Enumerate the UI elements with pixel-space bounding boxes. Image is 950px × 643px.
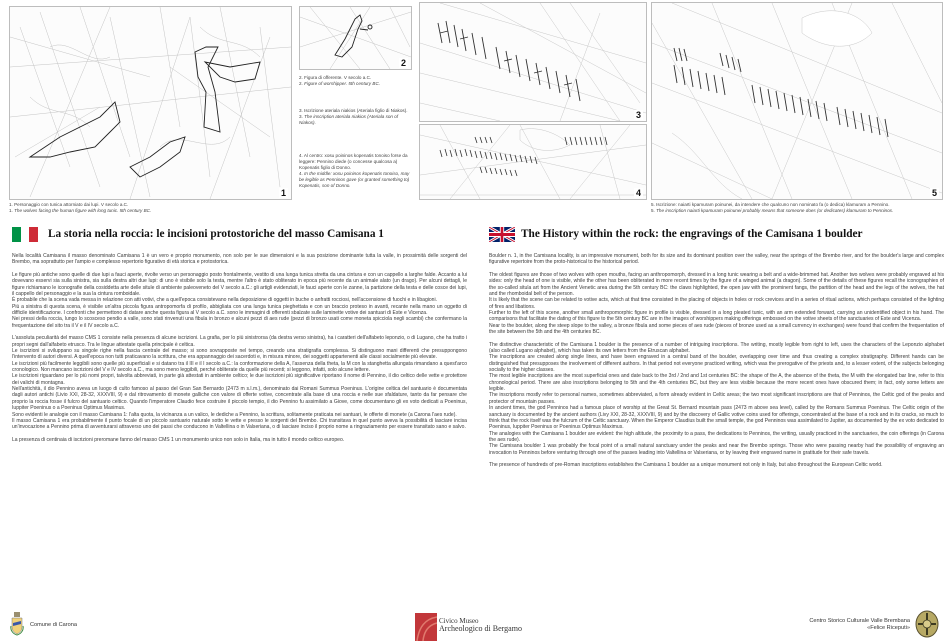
italian-paragraph: Nella località Camisana il masso denominato Camisana 1 è un vero e proprio monumento, non solo per le sue dimensioni e la sua posizione dominante tutta la valle, in prossimità delle sorgenti del Brembo, ma soprattutto per l'ampio e complesso repertorio figurativo di età storica e protostorica.	[12, 253, 467, 266]
italian-body-text	[12, 253, 467, 449]
flag-stripe-red	[29, 227, 38, 242]
figure-panel-inscription-ateriala	[419, 2, 647, 122]
italian-paragraph: L'assoluta peculiarità del masso CMS 1 consiste nella presenza di alcune iscrizioni. La grafia, per lo più sinistrorsa (da destra verso sinistra), ha i caratteri dell'alfabeto leponzio, o di Lugano, che ha tratto i propri segni dall'alfabeto etrusco. Tra le lingue attestate quella principale è celtica. Le iscrizioni si sviluppano su singole righe nella fascia centrale del masso; si sono sovrapposte nel tempo, creando una stratigrafia complessa. Si distinguono mani differenti che presuppongono l'intervento di autori diversi. A quell'epoca non tutti praticavano la scrittura, che era appannaggio dei sacerdoti e, in misura minore, dei soggetti appartenenti alle classi socialmente più elevate. Le iscrizioni più facilmente leggibili sono quelle più superficiali e si datano tra il III e il I secolo a.C.: la conformazione della A, l'assenza della theta, la M con la stanghetta allungata rimandano a quest'arco cronologico. Non mancano iscrizioni del V e IV secolo a.C., ma sono meno leggibili, perché obliterate da quelle più recenti; si leggono, infatti, solo alcune lettere. Le iscrizioni riguardano per lo più nomi propri, talvolta abbreviati, in parte già attestati in ambiente celtico; le due iscrizioni più significative riportano il nome di Pennino, il dio celtico delle vette e protettore dei valichi di montagna. Nell'antichità, il dio Pennino aveva un luogo di culto famoso al passo del Gran San Bernardo (2473 m s.l.m.), denominato dai Romani Summus Poeninus. L'origine celtica del santuario è documentata dagli autori antichi (Livio XXI, 28-32, XXXVIII, 9) e dal ritrovamento di monete galliche con valore di offerte votive, concentrate alla base di una roccia e nelle sue sfaldature, tanto da far pensare che proprio la roccia fosse il fulcro del santuario celtico. Quando l'imperatore Claudio fece costruire il piccolo tempio, il dio Pennino fu assimilato a Giove, come documentano gli ex voto dedicati a Poeninus, Iuppiter Poeninus o a Poeninus Optimus Maximus. Sono evidenti le analogie con il masso Camisana 1: l'alta quota, la vicinanza a un valico, le dediche a Pennino, la scrittura, solitamente praticata nei santuari, le offerte di monete (a Carona l'aes rude). Il masso Camisana 1 era probabilmente il punto focale di un piccolo santuario naturale sotto le vette e presso le sorgenti del Brembo. Chi transitava in quel punto aveva la possibilità di lasciare incisa un'invocazione a Pennino prima di avventurarsi attraverso uno dei passi che conducono in Valtellina o in Valseriana, o di lasciare inciso il proprio nome a ringraziamento per essere transitato sano e salvo.	[12, 335, 467, 431]
figure-panel-inscription-naiarti	[651, 2, 943, 200]
english-section-title: The History within the rock: the engravings of the Camisana 1 boulder	[521, 228, 863, 240]
english-paragraph: The presence of hundreds of pre-Roman inscriptions establishes the Camisana 1 boulder as a unique monument not only in Italy, but also throughout the European Celtic world.	[489, 462, 883, 469]
rock-engraving-inscription-4-drawing	[420, 125, 646, 199]
carona-coat-of-arms-icon	[10, 612, 24, 636]
rock-engraving-wolves-drawing	[10, 7, 291, 199]
rock-engraving-inscription-5-drawing	[652, 3, 942, 199]
english-paragraph: Boulder n. 1, in the Camisana locality, is an impressive monument, both for its size and its dominant position over the valley, near the springs of the Brembo river, and for the boulder's large and complex figurative repertoire from the proto-historical to the historical period.	[489, 253, 944, 266]
centro-storico-emblem-icon	[915, 610, 939, 638]
italian-section-title: La storia nella roccia: le incisioni protostoriche del masso Camisana 1	[48, 228, 384, 240]
figure-panel-inscription-poininos	[419, 124, 647, 200]
panel-number: 4	[635, 188, 641, 198]
english-paragraph: The oldest figures are those of two wolves with open mouths, facing an anthropomorph, dressed in a long tunic wearing a belt and a wide-brimmed hat. Another two wolves were probably engraved at his sides: only the head of one is visible, while the other has been obliterated in more recent times by the figure of a winged animal (a dragon). Some of the details of these figures recall the iconographies of the so-called situla art from the Ancient Venetic area during the 5th century BC: the claws highlighted, the open jaw with the prominent fangs, the partition of the head and the legs of the wolves, the hat and the rhomboidal belt of the person. It is likely that the scene can be related to votive acts, which at that time consisted in the placing of objects in holes or rock crevices and in a series of ritual actions, which perhaps consisted of the lighting of fires and libations. Further to the left of this scene, another small anthropomorphic figure in profile is visible, dressed in a long pleated tunic, with an arm extended forward, carrying an unidentified object in his hand. The comparisons that facilitate the dating of this figure to the 5th century BC are in the images of worshippers making offerings embossed on the votive sheets of the sanctuaries of Este and Vicenza. Near to the boulder, along the steep slope to the valley, a bronze fibula and some pieces of aes rude (pieces of bronze used as a small currency in exchanges) were found that confirm the frequentation of the site between the 5th and the 4th centuries BC.	[489, 271, 944, 336]
rock-engraving-worshipper-drawing	[300, 7, 411, 69]
english-paragraph: The distinctive characteristic of the Camisana 1 boulder is the presence of a number of intriguing inscriptions. The writing, mostly legible from right to left, uses the characters of the Leponzio alphabet (also called Lugano alphabet), which has taken its own letters from the Etruscan alphabet. The inscriptions are created along single lines, and have been engraved in a central band of the boulder, overlapping over time and thus creating a complex stratigraphy. Different hands can be distinguished that presupposes the involvement of different authors. In that period not everyone practiced writing, which was the prerogative of the priests and, to a lesser extent, of the subjects belonging socially to the higher classes. The most legible inscriptions are the most superficial ones and date back to the 3rd / 2nd and 1st centuries BC: the shape of the A, the absence of the theta, the M with the elongated bar line, refer to this chronological period. There are also inscriptions belonging to 5th and the 4th centuries BC, but they are less visible because the more recent ones have obscured them; in fact, only some letters are legible. The inscriptions mostly refer to personal names, sometimes abbreviated, a form already evident in Celtic areas; the two most significant inscriptions are that of Penninos, the Celtic god of the peaks and protector of mountain passes. In ancient times, the god Penninos had a famous place of worship at the Great St. Bernard mountain pass (2473 m above sea level), called by the Romans Summus Poeninus. The Celtic origin of the sanctuary is documented by the ancient authors (Livy XXI, 28-32, XXXVIII, 9) and by the discovery of Gallic votive coins used for offerings, concentrated at the base of a rock and in its cracks, so much to think that the rock itself was the fulcrum of the Celtic sanctuary. When the Emperor Claudius built the small temple, the god Penninos was assimilated to Jupiter, as documented by the ex voto dedicated to Poeninus, Iuppiter Poeninus or Poeninus Optimus Maximus. The analogies with the Camisana 1 boulder are evident: the high altitude, the proximity to a pass, the dedications to Penninos, the writing, usually practiced in the sanctuaries, the coin offerings (in Carona the aes rude). The Camisana boulder 1 was probably the focal point of a small natural sanctuary under the peaks and near the Brembo springs. Those who were passing nearby had the possibility of engraving an invocation to Penninos before venturing through one of the passes leading into Valtellina or Valseriana, or by leaving their engraved name in gratitude for their safe travels.	[489, 341, 944, 456]
centro-storico-logo-text: Centro Storico Culturale Valle Brembana «Felice Riceputi»	[809, 618, 910, 631]
english-body-text	[489, 253, 944, 475]
caption-panel-3: 3. Iscrizione ateriala niakios (Ateriala figlio di Niakos). 3. The inscription ateriala niakios (Ateriala son of Niakos).	[299, 108, 408, 125]
panel-number: 2	[400, 58, 406, 68]
museum-logo-icon	[415, 613, 437, 641]
panel-number: 5	[931, 188, 937, 198]
italian-paragraph: La presenza di centinaia di iscrizioni preromane fanno del masso CMS 1 un monumento unico non solo in Italia, ma in tutto il mondo celtico europeo.	[12, 436, 345, 443]
caption-panel-5: 5. Iscrizione: naiarti kpamuram poinunei, da intendere che qualcuno non nominato fa (o dedica) klamuram a Pennino. 5. The inscription naiarti kpamuram poinunei probably means that someone does (or dedicates) klamuram to Penninos.	[651, 202, 894, 213]
museum-logo-text: Civico Museo Archeologico di Bergamo	[439, 617, 522, 633]
caption-panel-4: 4. Al centro: xosu poininos kopenatis tonoiso forse da leggere: Pennino diede (o concesse qualcosa a) Kopenatis figlio di Donno. 4. In the middle: xosu poininos kopenatis tonoiso, may be legible as Penninos gave (or granted something to) Kopenatis, son of Donno.	[299, 153, 410, 188]
carona-logo-text: Comune di Carona	[30, 622, 77, 628]
italian-flag-icon	[12, 227, 38, 242]
figure-panel-wolves	[9, 6, 292, 200]
rock-engraving-inscription-3-drawing	[420, 3, 646, 121]
caption-panel-1: 1. Personaggio con tunica attorniato dai lupi. V secolo a.C. 1. The wolves facing the human figure with long tunic. 5th century BC.	[9, 202, 152, 213]
figure-panel-worshipper	[299, 6, 412, 70]
panel-number: 3	[635, 110, 641, 120]
panel-number: 1	[280, 188, 286, 198]
flag-stripe-white	[21, 227, 30, 242]
caption-panel-2: 2. Figura di offerente. V secolo a.C. 2. Figure of worshipper. 5th century BC.	[299, 75, 381, 86]
flag-stripe-green	[12, 227, 21, 242]
italian-paragraph: Le figure più antiche sono quelle di due lupi a fauci aperte, rivolte verso un personaggio posto frontalmente, vestito di una lunga tunica stretta da una cintura e con un cappello a larghe falde. Accanto a lui dovevano esservi sia sulla sinistra, sia sulla destra altri due lupi: di uno è visibile solo la testa, mentre l'altro è stato obliterato in epoca più recente da un animale alato (un drago). Per alcuni dettagli, le figure richiamano le iconografie della cosiddetta arte delle situle di ambiente paleoveneto del V secolo a.C.: gli artigli evidenziati, le fauci aperte con le zanne, la partizione della testa e delle cosce dei lupi, il cappello del personaggio e la sua la cintura romboidale. È probabile che la scena vada messa in relazione con atti votivi, che a quell'epoca consistevano nella deposizione di oggetti in buche o anfratti rocciosi, nell'accensione di fuochi e in libagioni. Più a sinistra di questa scena, è visibile un'altra piccola figura antropomorfa di profilo, abbigliata con una lunga tunica pieghettata e con un braccio proteso in avanti, recante nella mano un oggetto di difficile identificazione. I confronti che permettono di datare anche questa figura al V secolo a.C. sono le immagini di offerenti sbalzate sulle laminette votive dei santuari di Este e Vicenza. Nei pressi della roccia, lungo lo scosceso pendio a valle, sono stati rinvenuti una fibula in bronzo e alcuni pezzi di aes rude (pezzi di bronzo usati come moneta spicciola negli scambi) che confermano la frequentazione del sito tra il V e il IV secolo a.C.	[12, 271, 467, 329]
uk-flag-icon	[489, 227, 515, 242]
